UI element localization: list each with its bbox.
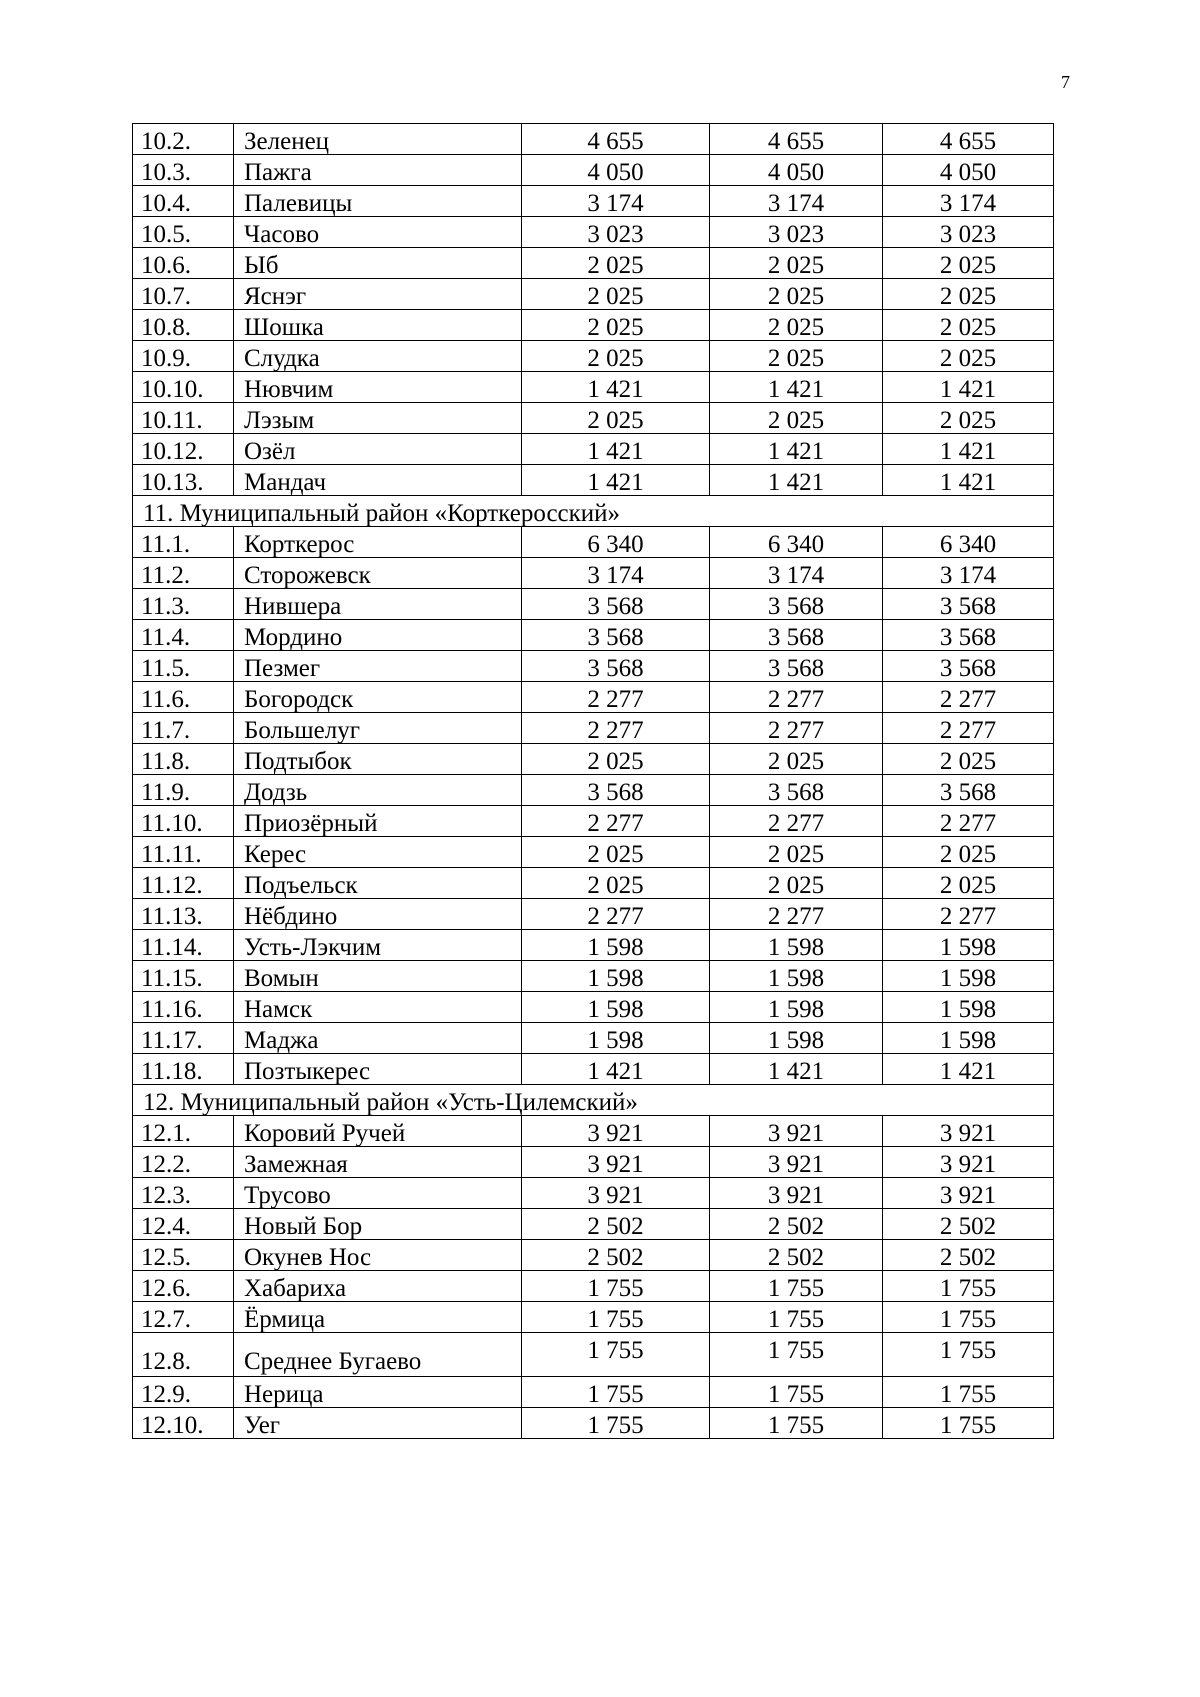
value-1: 3 568 bbox=[522, 651, 710, 682]
value-1: 3 023 bbox=[522, 217, 710, 248]
value-2: 1 421 bbox=[710, 1054, 883, 1085]
value-3: 3 921 bbox=[883, 1116, 1054, 1147]
value-1: 3 174 bbox=[522, 186, 710, 217]
value-2: 2 025 bbox=[710, 403, 883, 434]
value-2: 1 598 bbox=[710, 930, 883, 961]
value-3: 1 598 bbox=[883, 961, 1054, 992]
value-2: 1 755 bbox=[710, 1377, 883, 1408]
value-1: 4 655 bbox=[522, 124, 710, 155]
value-2: 1 598 bbox=[710, 1023, 883, 1054]
row-code: 11.1. bbox=[133, 527, 234, 558]
settlement-name: Вомын bbox=[234, 961, 522, 992]
row-code: 12.1. bbox=[133, 1116, 234, 1147]
value-2: 1 421 bbox=[710, 465, 883, 496]
settlement-name: Мордино bbox=[234, 620, 522, 651]
value-3: 2 025 bbox=[883, 279, 1054, 310]
value-1: 2 025 bbox=[522, 310, 710, 341]
settlement-name: Подтыбок bbox=[234, 744, 522, 775]
value-1: 1 755 bbox=[522, 1377, 710, 1408]
settlement-name: Среднее Бугаево bbox=[234, 1333, 522, 1377]
value-1: 3 921 bbox=[522, 1147, 710, 1178]
value-2: 2 277 bbox=[710, 806, 883, 837]
table-row bbox=[133, 465, 1054, 496]
row-code: 12.5. bbox=[133, 1240, 234, 1271]
value-2: 3 568 bbox=[710, 651, 883, 682]
value-3: 2 277 bbox=[883, 806, 1054, 837]
value-3: 3 921 bbox=[883, 1147, 1054, 1178]
row-code: 10.11. bbox=[133, 403, 234, 434]
value-1: 3 568 bbox=[522, 775, 710, 806]
row-code: 12.6. bbox=[133, 1271, 234, 1302]
value-3: 2 025 bbox=[883, 403, 1054, 434]
value-1: 2 502 bbox=[522, 1240, 710, 1271]
value-2: 3 174 bbox=[710, 186, 883, 217]
row-code: 10.5. bbox=[133, 217, 234, 248]
settlement-name: Окунев Нос bbox=[234, 1240, 522, 1271]
value-2: 4 050 bbox=[710, 155, 883, 186]
value-1: 1 755 bbox=[522, 1408, 710, 1439]
value-3: 2 025 bbox=[883, 744, 1054, 775]
table-row bbox=[133, 186, 1054, 217]
table-row bbox=[133, 713, 1054, 744]
settlement-name: Усть-Лэкчим bbox=[234, 930, 522, 961]
settlement-name: Зеленец bbox=[234, 124, 522, 155]
settlement-name: Ыб bbox=[234, 248, 522, 279]
value-1: 1 421 bbox=[522, 1054, 710, 1085]
value-2: 3 568 bbox=[710, 775, 883, 806]
settlement-name: Новый Бор bbox=[234, 1209, 522, 1240]
value-3: 2 025 bbox=[883, 837, 1054, 868]
row-code: 10.3. bbox=[133, 155, 234, 186]
settlement-name: Замежная bbox=[234, 1147, 522, 1178]
value-2: 3 921 bbox=[710, 1116, 883, 1147]
row-code: 10.12. bbox=[133, 434, 234, 465]
page-number: 7 bbox=[1061, 72, 1070, 92]
row-code: 11.18. bbox=[133, 1054, 234, 1085]
row-code: 10.2. bbox=[133, 124, 234, 155]
table-row bbox=[133, 558, 1054, 589]
settlement-name: Большелуг bbox=[234, 713, 522, 744]
table-row bbox=[133, 1271, 1054, 1302]
value-2: 1 598 bbox=[710, 961, 883, 992]
value-3: 3 568 bbox=[883, 589, 1054, 620]
row-code: 11.13. bbox=[133, 899, 234, 930]
settlement-name: Слудка bbox=[234, 341, 522, 372]
value-3: 3 568 bbox=[883, 620, 1054, 651]
settlement-name: Нювчим bbox=[234, 372, 522, 403]
settlement-name: Часово bbox=[234, 217, 522, 248]
settlement-name: Позтыкерес bbox=[234, 1054, 522, 1085]
table-row bbox=[133, 1023, 1054, 1054]
value-3: 2 277 bbox=[883, 899, 1054, 930]
row-code: 11.14. bbox=[133, 930, 234, 961]
row-code: 12.4. bbox=[133, 1209, 234, 1240]
value-1: 2 277 bbox=[522, 682, 710, 713]
row-code: 10.7. bbox=[133, 279, 234, 310]
table-row bbox=[133, 930, 1054, 961]
row-code: 11.5. bbox=[133, 651, 234, 682]
settlement-name: Хабариха bbox=[234, 1271, 522, 1302]
settlement-name: Озёл bbox=[234, 434, 522, 465]
value-2: 3 023 bbox=[710, 217, 883, 248]
value-1: 2 502 bbox=[522, 1209, 710, 1240]
row-code: 10.6. bbox=[133, 248, 234, 279]
table-row bbox=[133, 1333, 1054, 1377]
section-header-row bbox=[133, 1085, 1054, 1116]
settlement-name: Подъельск bbox=[234, 868, 522, 899]
value-3: 2 025 bbox=[883, 248, 1054, 279]
value-2: 2 502 bbox=[710, 1240, 883, 1271]
value-2: 2 025 bbox=[710, 248, 883, 279]
value-1: 1 421 bbox=[522, 434, 710, 465]
settlement-name: Яснэг bbox=[234, 279, 522, 310]
value-2: 6 340 bbox=[710, 527, 883, 558]
row-code: 11.4. bbox=[133, 620, 234, 651]
settlement-name: Мандач bbox=[234, 465, 522, 496]
value-2: 2 025 bbox=[710, 837, 883, 868]
value-1: 1 598 bbox=[522, 1023, 710, 1054]
row-code: 10.10. bbox=[133, 372, 234, 403]
value-2: 3 174 bbox=[710, 558, 883, 589]
settlement-name: Пажга bbox=[234, 155, 522, 186]
value-1: 1 755 bbox=[522, 1271, 710, 1302]
table-row bbox=[133, 217, 1054, 248]
value-3: 1 598 bbox=[883, 992, 1054, 1023]
settlement-name: Приозёрный bbox=[234, 806, 522, 837]
settlement-name: Намск bbox=[234, 992, 522, 1023]
value-3: 2 025 bbox=[883, 310, 1054, 341]
table-row bbox=[133, 527, 1054, 558]
settlement-name: Палевицы bbox=[234, 186, 522, 217]
value-2: 2 277 bbox=[710, 682, 883, 713]
row-code: 11.12. bbox=[133, 868, 234, 899]
value-3: 2 502 bbox=[883, 1240, 1054, 1271]
value-3: 1 755 bbox=[883, 1302, 1054, 1333]
value-2: 1 755 bbox=[710, 1333, 883, 1377]
settlement-name: Уег bbox=[234, 1408, 522, 1439]
row-code: 12.7. bbox=[133, 1302, 234, 1333]
table-row bbox=[133, 372, 1054, 403]
row-code: 11.10. bbox=[133, 806, 234, 837]
value-2: 2 025 bbox=[710, 279, 883, 310]
value-2: 1 598 bbox=[710, 992, 883, 1023]
value-3: 2 502 bbox=[883, 1209, 1054, 1240]
table-row bbox=[133, 589, 1054, 620]
settlement-name: Маджа bbox=[234, 1023, 522, 1054]
table-row bbox=[133, 1377, 1054, 1408]
table-row bbox=[133, 744, 1054, 775]
value-3: 1 421 bbox=[883, 465, 1054, 496]
value-1: 2 025 bbox=[522, 744, 710, 775]
table-row bbox=[133, 124, 1054, 155]
value-3: 4 050 bbox=[883, 155, 1054, 186]
row-code: 11.7. bbox=[133, 713, 234, 744]
value-3: 1 598 bbox=[883, 1023, 1054, 1054]
table-row bbox=[133, 310, 1054, 341]
value-1: 2 025 bbox=[522, 341, 710, 372]
value-1: 3 921 bbox=[522, 1116, 710, 1147]
value-1: 2 025 bbox=[522, 868, 710, 899]
value-1: 1 598 bbox=[522, 961, 710, 992]
value-1: 1 755 bbox=[522, 1302, 710, 1333]
table-row bbox=[133, 434, 1054, 465]
table-row bbox=[133, 775, 1054, 806]
settlement-name: Ёрмица bbox=[234, 1302, 522, 1333]
value-2: 2 025 bbox=[710, 744, 883, 775]
value-2: 1 421 bbox=[710, 372, 883, 403]
table-row bbox=[133, 1054, 1054, 1085]
value-1: 2 025 bbox=[522, 248, 710, 279]
value-3: 1 421 bbox=[883, 1054, 1054, 1085]
value-1: 2 025 bbox=[522, 837, 710, 868]
value-2: 2 502 bbox=[710, 1209, 883, 1240]
value-3: 1 755 bbox=[883, 1333, 1054, 1377]
table-row bbox=[133, 1116, 1054, 1147]
row-code: 12.3. bbox=[133, 1178, 234, 1209]
value-2: 1 421 bbox=[710, 434, 883, 465]
value-3: 3 568 bbox=[883, 651, 1054, 682]
settlements-table bbox=[132, 123, 1054, 1439]
section-title: 11. Муниципальный район «Корткеросский» bbox=[133, 496, 1054, 527]
value-3: 6 340 bbox=[883, 527, 1054, 558]
value-2: 2 025 bbox=[710, 310, 883, 341]
row-code: 10.9. bbox=[133, 341, 234, 372]
value-1: 3 921 bbox=[522, 1178, 710, 1209]
table-row bbox=[133, 1408, 1054, 1439]
table-row bbox=[133, 682, 1054, 713]
value-2: 4 655 bbox=[710, 124, 883, 155]
row-code: 11.17. bbox=[133, 1023, 234, 1054]
row-code: 10.13. bbox=[133, 465, 234, 496]
row-code: 11.2. bbox=[133, 558, 234, 589]
value-3: 4 655 bbox=[883, 124, 1054, 155]
value-3: 2 277 bbox=[883, 713, 1054, 744]
value-1: 1 755 bbox=[522, 1333, 710, 1377]
section-title: 12. Муниципальный район «Усть-Цилемский» bbox=[133, 1085, 1054, 1116]
value-2: 2 277 bbox=[710, 899, 883, 930]
value-1: 1 421 bbox=[522, 465, 710, 496]
table-row bbox=[133, 837, 1054, 868]
value-1: 2 277 bbox=[522, 899, 710, 930]
value-3: 1 755 bbox=[883, 1377, 1054, 1408]
value-3: 1 598 bbox=[883, 930, 1054, 961]
table-row bbox=[133, 1209, 1054, 1240]
value-2: 2 025 bbox=[710, 868, 883, 899]
value-3: 3 174 bbox=[883, 558, 1054, 589]
table-row bbox=[133, 248, 1054, 279]
value-3: 2 025 bbox=[883, 868, 1054, 899]
table-row bbox=[133, 992, 1054, 1023]
value-2: 1 755 bbox=[710, 1302, 883, 1333]
value-3: 1 755 bbox=[883, 1271, 1054, 1302]
table-row bbox=[133, 1302, 1054, 1333]
value-1: 2 025 bbox=[522, 403, 710, 434]
table-row bbox=[133, 341, 1054, 372]
settlement-name: Коровий Ручей bbox=[234, 1116, 522, 1147]
settlement-name: Керес bbox=[234, 837, 522, 868]
row-code: 11.6. bbox=[133, 682, 234, 713]
value-3: 1 755 bbox=[883, 1408, 1054, 1439]
value-1: 2 025 bbox=[522, 279, 710, 310]
settlement-name: Нерица bbox=[234, 1377, 522, 1408]
value-2: 3 921 bbox=[710, 1178, 883, 1209]
value-3: 3 568 bbox=[883, 775, 1054, 806]
row-code: 11.9. bbox=[133, 775, 234, 806]
row-code: 12.9. bbox=[133, 1377, 234, 1408]
value-1: 2 277 bbox=[522, 806, 710, 837]
row-code: 12.10. bbox=[133, 1408, 234, 1439]
value-1: 3 568 bbox=[522, 589, 710, 620]
value-3: 1 421 bbox=[883, 372, 1054, 403]
table-row bbox=[133, 651, 1054, 682]
section-header-row bbox=[133, 496, 1054, 527]
settlement-name: Додзь bbox=[234, 775, 522, 806]
row-code: 12.2. bbox=[133, 1147, 234, 1178]
row-code: 11.3. bbox=[133, 589, 234, 620]
settlement-name: Сторожевск bbox=[234, 558, 522, 589]
row-code: 12.8. bbox=[133, 1333, 234, 1377]
value-3: 2 277 bbox=[883, 682, 1054, 713]
value-2: 3 921 bbox=[710, 1147, 883, 1178]
value-1: 6 340 bbox=[522, 527, 710, 558]
value-3: 3 023 bbox=[883, 217, 1054, 248]
table-row bbox=[133, 1178, 1054, 1209]
table-body bbox=[133, 124, 1054, 1439]
value-2: 2 277 bbox=[710, 713, 883, 744]
value-2: 3 568 bbox=[710, 620, 883, 651]
table-row bbox=[133, 1147, 1054, 1178]
value-1: 1 598 bbox=[522, 992, 710, 1023]
value-1: 4 050 bbox=[522, 155, 710, 186]
settlement-name: Лэзым bbox=[234, 403, 522, 434]
value-2: 1 755 bbox=[710, 1408, 883, 1439]
table-row bbox=[133, 899, 1054, 930]
value-3: 3 174 bbox=[883, 186, 1054, 217]
table-row bbox=[133, 868, 1054, 899]
row-code: 11.15. bbox=[133, 961, 234, 992]
table-row bbox=[133, 403, 1054, 434]
row-code: 11.11. bbox=[133, 837, 234, 868]
table-row bbox=[133, 155, 1054, 186]
value-1: 1 598 bbox=[522, 930, 710, 961]
row-code: 10.4. bbox=[133, 186, 234, 217]
value-2: 2 025 bbox=[710, 341, 883, 372]
settlement-name: Пезмег bbox=[234, 651, 522, 682]
settlement-name: Нившера bbox=[234, 589, 522, 620]
value-1: 3 568 bbox=[522, 620, 710, 651]
table-row bbox=[133, 1240, 1054, 1271]
table-row bbox=[133, 961, 1054, 992]
table-row bbox=[133, 806, 1054, 837]
value-3: 3 921 bbox=[883, 1178, 1054, 1209]
table-row bbox=[133, 279, 1054, 310]
value-1: 3 174 bbox=[522, 558, 710, 589]
value-2: 1 755 bbox=[710, 1271, 883, 1302]
value-3: 1 421 bbox=[883, 434, 1054, 465]
table-row bbox=[133, 620, 1054, 651]
row-code: 11.16. bbox=[133, 992, 234, 1023]
value-1: 1 421 bbox=[522, 372, 710, 403]
settlement-name: Корткерос bbox=[234, 527, 522, 558]
row-code: 11.8. bbox=[133, 744, 234, 775]
value-2: 3 568 bbox=[710, 589, 883, 620]
value-3: 2 025 bbox=[883, 341, 1054, 372]
value-1: 2 277 bbox=[522, 713, 710, 744]
settlement-name: Шошка bbox=[234, 310, 522, 341]
settlement-name: Трусово bbox=[234, 1178, 522, 1209]
settlement-name: Нёбдино bbox=[234, 899, 522, 930]
row-code: 10.8. bbox=[133, 310, 234, 341]
settlement-name: Богородск bbox=[234, 682, 522, 713]
